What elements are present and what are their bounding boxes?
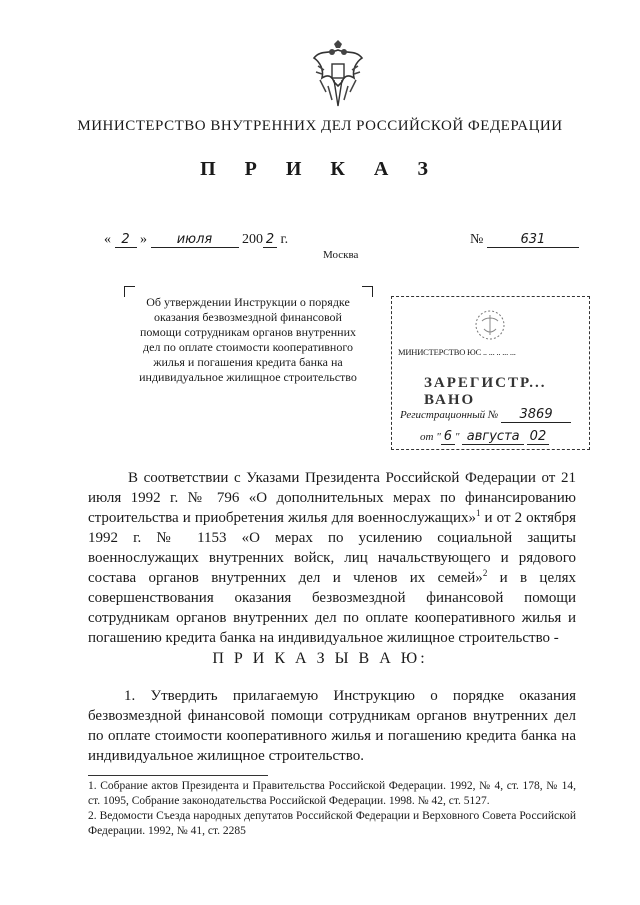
order-subject: Об утверждении Инструкции о порядке оказания безвозмездной финансовой помощи сотрудникам органов внутренних дел по оплате стоимости кооперативного жилья и погашения кредита банка на индивидуальное жилищное строительство [139, 295, 357, 384]
ministry-title: МИНИСТЕРСТВО ВНУТРЕННИХ ДЕЛ РОССИЙСКОЙ ФЕДЕРАЦИИ [77, 118, 563, 134]
stamp-date-year: 02 [527, 429, 549, 445]
stamp-reg-number-label: Регистрационный № [400, 409, 499, 421]
preamble-text-3: и в целях совершенствования оказания безвозмездной финансовой помощи сотрудникам органов внутренних дел по оплате кооперативного жилья и погашению кредита банка на индивидуальное жилищное строительство - [88, 570, 577, 646]
footnote-ref-2: 2 [482, 568, 488, 578]
quote-open: « [104, 232, 111, 247]
command-heading: П Р И К А З Ы В А Ю: [212, 650, 428, 667]
date-day: 2 [115, 232, 137, 248]
order-item-1: 1. Утвердить прилагаемую Инструкцию о порядке оказания безвозмездной финансовой помощи сотрудникам органов внутренних дел по оплате стоимости кооперативного жилья и погашению кредита банка на индивидуальное жилищное строительство. [88, 688, 576, 764]
year-suffix: 2 [263, 232, 277, 248]
document-type-heading: П Р И К А З [200, 158, 440, 180]
stamp-date-month: августа [462, 429, 524, 445]
stamp-ministry-line: МИНИСТЕРСТВО ЮС .. ... .. ... ... [398, 347, 516, 357]
stamp-date-row: от " 6 " августа 02 [420, 429, 549, 445]
order-number: 631 [487, 232, 579, 248]
coat-of-arms-emblem [310, 40, 366, 112]
stamp-reg-number-row [400, 407, 571, 423]
footnote-ref-1: 1 [476, 508, 481, 518]
stamp-registered: ЗАРЕГИСТР... ВАНО [424, 375, 547, 408]
year-prefix: 200 [242, 232, 263, 247]
stamp-date-prefix: от [420, 431, 434, 443]
date-field [104, 232, 288, 248]
number-label: № [470, 232, 484, 247]
stamp-date-day: 6 [441, 429, 455, 445]
stamp-emblem-icon [472, 307, 508, 343]
preamble-paragraph [88, 468, 576, 648]
footnote-1: 1. Собрание актов Президента и Правительства Российской Федерации. 1992, № 4, ст. 178, № 14, ст. 1095, Собрание законодательства Российской Федерации. 1998. № 42, ст. 5127. [88, 780, 576, 807]
registration-stamp [391, 296, 590, 450]
city: Москва [323, 249, 359, 261]
order-number-field [470, 232, 579, 248]
year-abbr: г. [280, 232, 289, 247]
quote-close: » [140, 232, 147, 247]
footnote-2: 2. Ведомости Съезда народных депутатов Российской Федерации и Верховного Совета Российской Федерации. 1992, № 41, ст. 2285 [88, 810, 576, 837]
date-month: июля [151, 232, 239, 248]
stamp-reg-number: 3869 [501, 407, 571, 423]
footnotes [88, 779, 576, 839]
preamble-text-2: и от 2 октября 1992 г. № 1153 «О мерах по усилению социальной защиты военнослужащих внутренних войск, лиц начальствующего и рядового состава органов внутренних дел и членов их семей» [88, 510, 577, 586]
footnote-divider [88, 775, 268, 776]
preamble-text-1: В соответствии с Указами Президента Российской Федерации от 21 июля 1992 г. № 796 «О дополнительных мерах по финансированию строительства и приобретения жилья для военнослужащих» [88, 470, 576, 526]
